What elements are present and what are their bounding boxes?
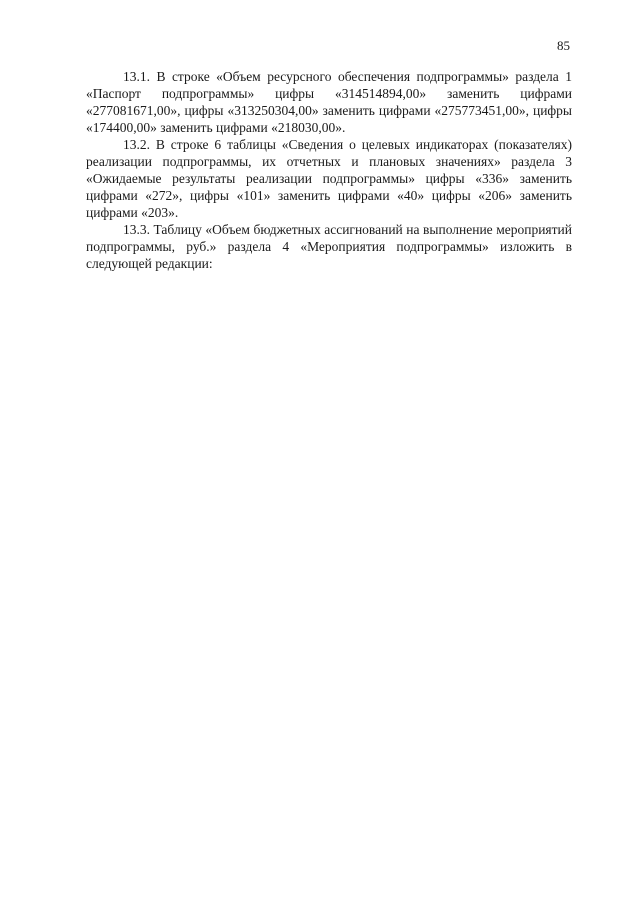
- page-number: 85: [557, 38, 570, 53]
- document-body: [86, 68, 572, 272]
- paragraph-13-3: 13.3. Таблицу «Объем бюджетных ассигнований на выполнение мероприятий подпрограммы, руб.» раздела 4 «Мероприятия подпрограммы» изложить в следующей редакции:: [86, 222, 572, 271]
- paragraph-13-2: 13.2. В строке 6 таблицы «Сведения о целевых индикаторах (показателях) реализации подпрограммы, их отчетных и плановых значениях» раздела 3 «Ожидаемые результаты реализации подпрограммы» цифры «336» заменить цифрами «272», цифры «101» заменить цифрами «40» цифры «206» заменить цифрами «203».: [86, 137, 572, 220]
- paragraph-13-1: 13.1. В строке «Объем ресурсного обеспечения подпрограммы» раздела 1 «Паспорт подпрограммы» цифры «314514894,00» заменить цифрами «277081671,00», цифры «313250304,00» заменить цифрами «275773451,00», цифры «174400,00» заменить цифрами «218030,00».: [86, 69, 572, 135]
